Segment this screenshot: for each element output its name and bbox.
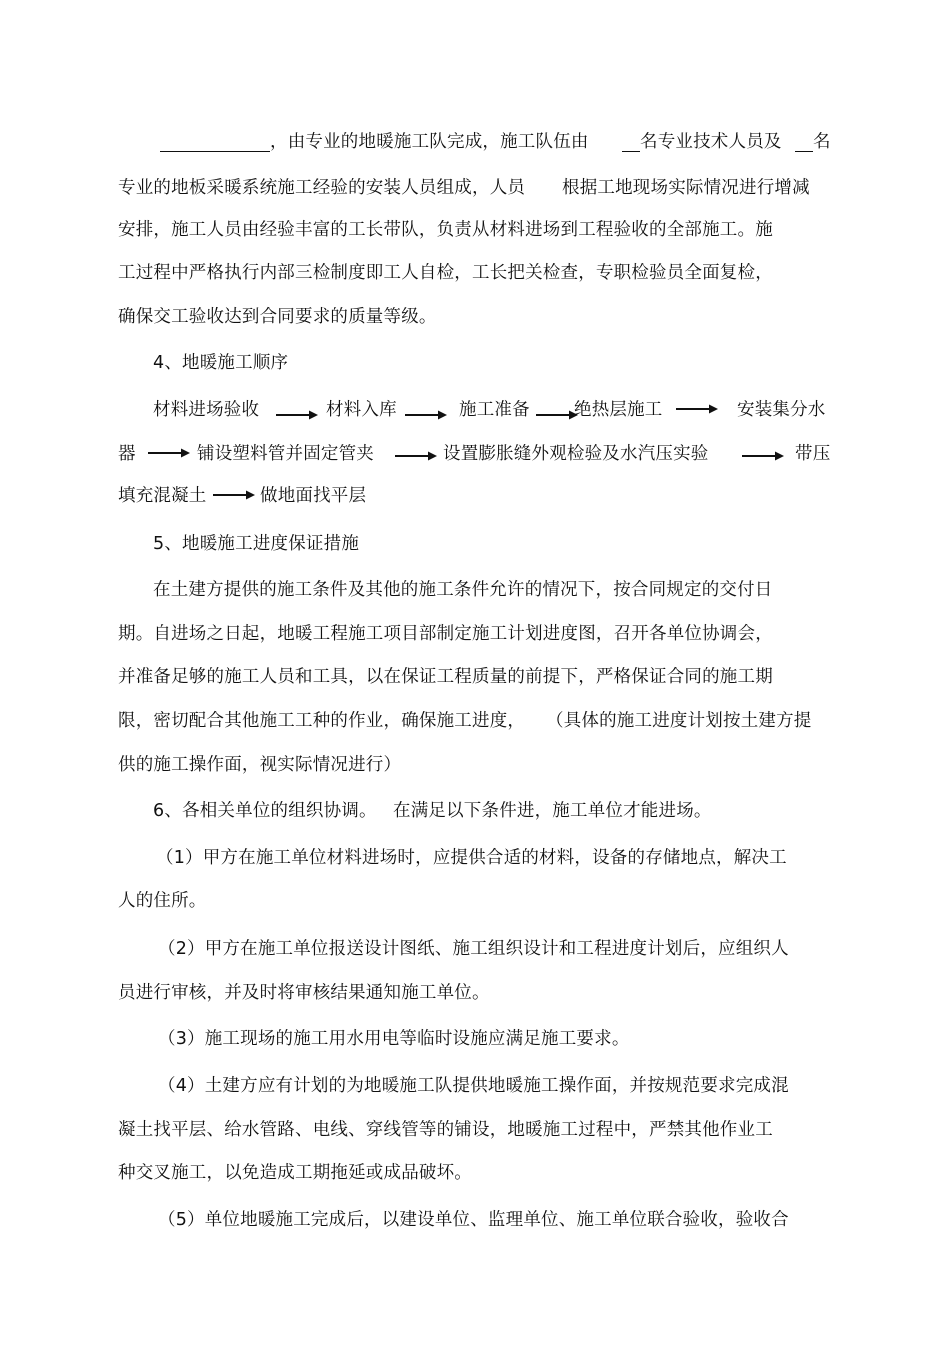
- arrow-icon: [536, 410, 578, 420]
- item-4-line-3: 种交叉施工，以免造成工期拖延或成品破坏。: [118, 1163, 472, 1183]
- intro-line-4: 工过程中严格执行内部三检制度即工人自检，工长把关检查，专职检验员全面复检，: [118, 263, 773, 283]
- section-5-line-4b: （具体的施工进度计划按土建方提: [546, 711, 812, 731]
- step-5a: 安装集分水: [737, 400, 826, 420]
- arrow-icon: [395, 451, 437, 461]
- section-5-line-5: 供的施工操作面，视实际情况进行）: [118, 755, 402, 775]
- item-1-line-2: 人的住所。: [118, 891, 207, 911]
- step-9: 做地面找平层: [260, 486, 367, 506]
- step-4: 绝热层施工: [574, 400, 663, 420]
- step-2: 材料入库: [326, 400, 397, 420]
- step-8b: 填充混凝土: [118, 486, 207, 506]
- blank-underline: [795, 151, 813, 152]
- item-2-line-1: （2）甲方在施工单位报送设计图纸、施工组织设计和工程进度计划后，应组织人: [158, 939, 789, 959]
- intro-line-3: 安排，施工人员由经验丰富的工长带队，负责从材料进场到工程验收的全部施工。施: [118, 220, 773, 240]
- intro-line-5: 确保交工验收达到合同要求的质量等级。: [118, 307, 437, 327]
- item-1-line-1: （1）甲方在施工单位材料进场时，应提供合适的材料，设备的存储地点，解决工: [156, 848, 787, 868]
- section-4-heading: 4、地暖施工顺序: [153, 353, 289, 373]
- section-5-line-3: 并准备足够的施工人员和工具，以在保证工程质量的前提下，严格保证合同的施工期: [118, 667, 773, 687]
- intro-line-1c: 名: [813, 132, 831, 152]
- blank-underline: [622, 151, 640, 152]
- item-2-line-2: 员进行审核，并及时将审核结果通知施工单位。: [118, 983, 490, 1003]
- step-6: 铺设塑料管并固定管夹: [197, 444, 374, 464]
- section-5-heading: 5、地暖施工进度保证措施: [153, 534, 360, 554]
- step-3: 施工准备: [459, 400, 530, 420]
- intro-line-2a: 专业的地板采暖系统施工经验的安装人员组成，人员: [118, 178, 526, 198]
- section-6-heading: 6、各相关单位的组织协调。: [153, 801, 377, 821]
- section-5-line-2: 期。自进场之日起，地暖工程施工项目部制定施工计划进度图，召开各单位协调会，: [118, 624, 773, 644]
- step-7: 设置膨胀缝外观检验及水汽压实验: [443, 444, 709, 464]
- item-3-line-1: （3）施工现场的施工用水用电等临时设施应满足施工要求。: [158, 1029, 630, 1049]
- section-5-line-1: 在土建方提供的施工条件及其他的施工条件允许的情况下，按合同规定的交付日: [153, 580, 773, 600]
- arrow-icon: [213, 490, 255, 500]
- item-4-line-1: （4）土建方应有计划的为地暖施工队提供地暖施工操作面，并按规范要求完成混: [158, 1076, 789, 1096]
- section-5-line-4a: 限，密切配合其他施工工种的作业，确保施工进度，: [118, 711, 526, 731]
- step-5b: 器: [118, 444, 136, 464]
- arrow-icon: [676, 404, 718, 414]
- step-8a: 带压: [795, 444, 831, 464]
- step-1: 材料进场验收: [153, 400, 260, 420]
- arrow-icon: [742, 451, 784, 461]
- blank-underline: [160, 151, 270, 152]
- intro-line-1b: 名专业技术人员及: [640, 132, 782, 152]
- arrow-icon: [405, 410, 447, 420]
- intro-line-1a: ，由专业的地暖施工队完成，施工队伍由: [270, 132, 589, 152]
- intro-line-2b: 根据工地现场实际情况进行增减: [562, 178, 810, 198]
- arrow-icon: [276, 410, 318, 420]
- item-4-line-2: 凝土找平层、给水管路、电线、穿线管等的铺设，地暖施工过程中，严禁其他作业工: [118, 1120, 773, 1140]
- item-5-line-1: （5）单位地暖施工完成后，以建设单位、监理单位、施工单位联合验收，验收合: [158, 1210, 789, 1230]
- arrow-icon: [148, 448, 190, 458]
- section-6-heading-cont: 在满足以下条件进，施工单位才能进场。: [393, 801, 712, 821]
